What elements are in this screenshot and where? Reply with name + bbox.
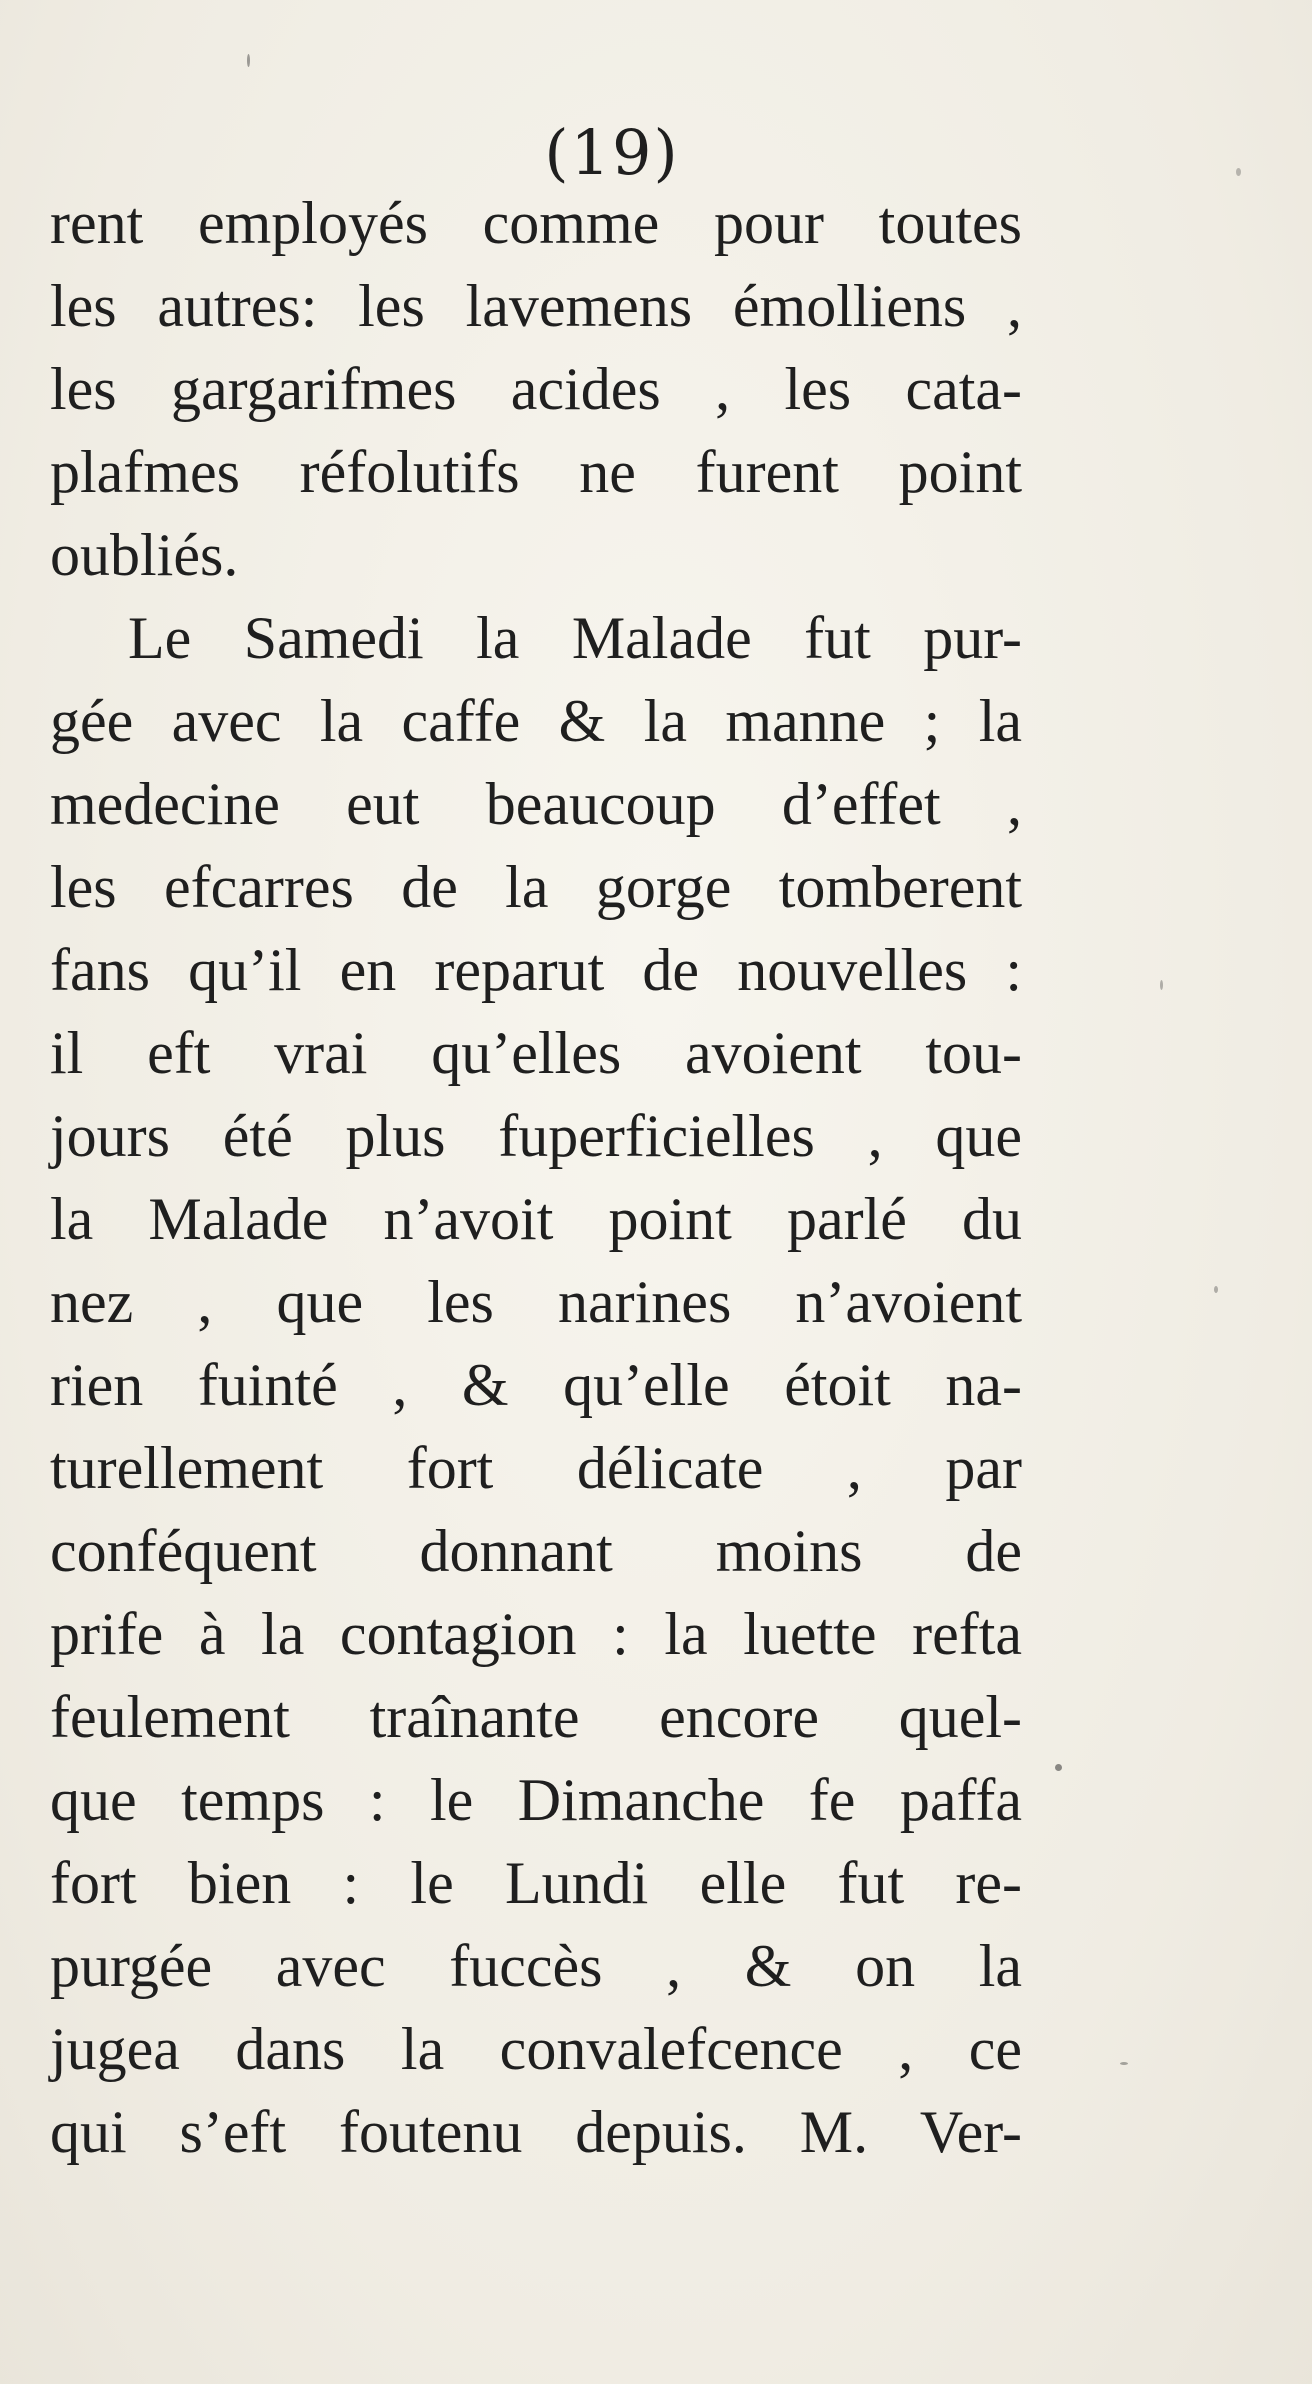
- text-line: purgée avec fuccès , & on la: [50, 1933, 1022, 1999]
- text-line: plafmes réfolutifs ne furent point: [50, 439, 1022, 505]
- paper-speck: [1160, 980, 1163, 990]
- paper-speck: [247, 54, 250, 67]
- text-line: rent employés comme pour toutes: [50, 190, 1022, 256]
- text-line: les gargarifmes acides , les cata-: [50, 356, 1022, 422]
- text-line: conféquent donnant moins de: [50, 1518, 1022, 1584]
- text-line: jours été plus fuperficielles , que: [50, 1103, 1022, 1169]
- text-line: la Malade n’avoit point parlé du: [50, 1186, 1022, 1252]
- text-line: jugea dans la convalefcence , ce: [50, 2016, 1022, 2082]
- paper-speck: [1236, 168, 1241, 176]
- text-line: les efcarres de la gorge tomberent: [50, 854, 1022, 920]
- text-line: nez , que les narines n’avoient: [50, 1269, 1022, 1335]
- text-line: turellement fort délicate , par: [50, 1435, 1022, 1501]
- text-line: que temps : le Dimanche fe paffa: [50, 1767, 1022, 1833]
- text-line: medecine eut beaucoup d’effet ,: [50, 771, 1022, 837]
- paper-speck: [1120, 2062, 1128, 2065]
- paper-speck: [1055, 1764, 1062, 1771]
- text-line: gée avec la caffe & la manne ; la: [50, 688, 1022, 754]
- body-text: [50, 182, 1022, 2174]
- text-line: fans qu’il en reparut de nouvelles :: [50, 937, 1022, 1003]
- text-line: oubliés.: [50, 522, 239, 588]
- text-line: qui s’eft foutenu depuis. M. Ver-: [50, 2099, 1022, 2165]
- page-number: (19): [544, 116, 680, 189]
- paragraph-start-line: Le Samedi la Malade fut pur-: [128, 605, 1022, 671]
- text-line: les autres: les lavemens émolliens ,: [50, 273, 1022, 339]
- text-line: rien fuinté , & qu’elle étoit na-: [50, 1352, 1022, 1418]
- text-line: prife à la contagion : la luette refta: [50, 1601, 1022, 1667]
- paper-speck: [1214, 1286, 1218, 1293]
- text-line: feulement traînante encore quel-: [50, 1684, 1022, 1750]
- text-line: fort bien : le Lundi elle fut re-: [50, 1850, 1022, 1916]
- text-line: il eft vrai qu’elles avoient tou-: [50, 1020, 1022, 1086]
